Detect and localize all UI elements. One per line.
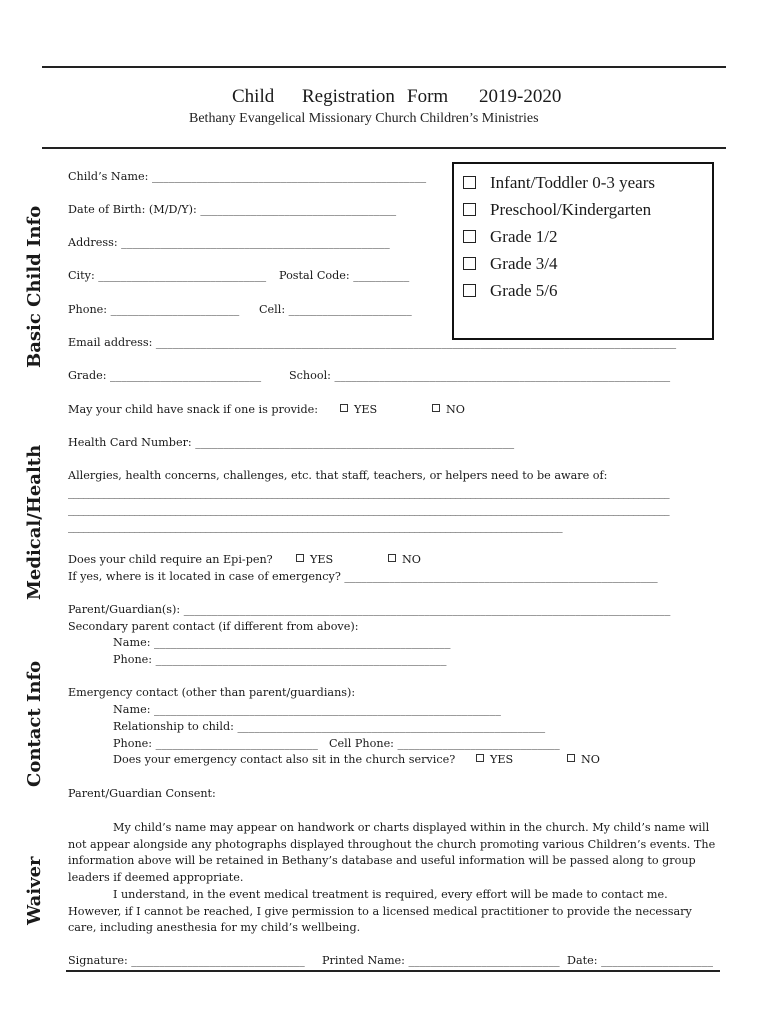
snack-question: May your child have snack if one is provide: xyxy=(68,403,319,416)
date-of-birth-field[interactable]: Date of Birth: (M/D/Y): ___________________________________ xyxy=(68,203,397,216)
checkbox-icon[interactable] xyxy=(340,404,348,412)
cell-field[interactable]: Cell: ______________________ xyxy=(259,303,412,316)
checkbox-icon[interactable] xyxy=(476,754,484,762)
section-label-waiver: Waiver xyxy=(24,856,45,925)
emergency-contact-label: Emergency contact (other than parent/guardians): xyxy=(68,686,356,699)
childs-name-field[interactable]: Child’s Name: _________________________________________________ xyxy=(68,170,427,183)
allergies-line-3[interactable]: _________________________________________________________________________________________________ xyxy=(68,520,563,533)
city-field[interactable]: City: ______________________________ xyxy=(68,269,267,282)
epipen-location-field[interactable]: If yes, where is it located in case of emergency? ________________________________________________________ xyxy=(68,570,658,583)
section-label-basic: Basic Child Info xyxy=(24,205,45,368)
emergency-relationship-field[interactable]: Relationship to child: _______________________________________________________ xyxy=(113,720,546,733)
form-subtitle: Bethany Evangelical Missionary Church Children’s Ministries xyxy=(189,111,539,126)
waiver-paragraph-1: My child’s name may appear on handwork or charts displayed within in the church. My child’s name will not appear alongside any photographs displayed throughout the church promoting various Children’s events. The information above will be retained in Bethany’s database and useful information will be passed along to group leaders if deemed appropriate. xyxy=(68,821,716,885)
group-option-grade-1-2[interactable]: Grade 1/2 xyxy=(463,227,558,247)
emergency-sit-question: Does your emergency contact also sit in the church service? xyxy=(113,753,456,766)
phone-field[interactable]: Phone: _______________________ xyxy=(68,303,240,316)
checkbox-icon[interactable] xyxy=(463,230,476,243)
address-field[interactable]: Address: ________________________________________________ xyxy=(68,236,390,249)
allergies-line-1[interactable]: ______________________________________________________________________________________________________________________ xyxy=(68,486,670,499)
epipen-question: Does your child require an Epi-pen? xyxy=(68,553,273,566)
checkbox-icon[interactable] xyxy=(567,754,575,762)
form-title-registration: Registration xyxy=(302,86,395,107)
health-card-field[interactable]: Health Card Number: _________________________________________________________ xyxy=(68,436,515,449)
epipen-no-option[interactable]: NO xyxy=(388,553,421,566)
consent-heading: Parent/Guardian Consent: xyxy=(68,787,216,800)
emergency-cell-field[interactable]: Cell Phone: _____________________________ xyxy=(329,737,560,750)
checkbox-icon[interactable] xyxy=(463,284,476,297)
group-option-grade-5-6[interactable]: Grade 5/6 xyxy=(463,281,558,301)
emergency-phone-field[interactable]: Phone: _____________________________ xyxy=(113,737,318,750)
signature-field[interactable]: Signature: _______________________________ xyxy=(68,954,305,967)
group-option-preschool[interactable]: Preschool/Kindergarten xyxy=(463,200,651,220)
allergies-label: Allergies, health concerns, challenges, etc. that staff, teachers, or helpers need to be aware of: xyxy=(68,469,608,482)
section-label-contact: Contact Info xyxy=(24,660,45,787)
epipen-yes-option[interactable]: YES xyxy=(296,553,333,566)
allergies-line-2[interactable]: ______________________________________________________________________________________________________________________ xyxy=(68,503,670,516)
checkbox-icon[interactable] xyxy=(432,404,440,412)
postal-code-field[interactable]: Postal Code: __________ xyxy=(279,269,410,282)
secondary-name-field[interactable]: Name: _____________________________________________________ xyxy=(113,636,451,649)
waiver-paragraph-2: I understand, in the event medical treatment is required, every effort will be made to contact me. However, if I cannot be reached, I give permission to a licensed medical practitioner to provide the necessary care, including anesthesia for my child’s wellbeing. xyxy=(68,888,692,935)
date-field[interactable]: Date: ____________________ xyxy=(567,954,713,967)
header-rule xyxy=(42,147,726,149)
bottom-rule xyxy=(66,970,720,972)
school-field[interactable]: School: ____________________________________________________________ xyxy=(289,369,671,382)
section-label-medical: Medical/Health xyxy=(24,444,45,600)
checkbox-icon[interactable] xyxy=(463,203,476,216)
checkbox-icon[interactable] xyxy=(296,554,304,562)
group-option-infant[interactable]: Infant/Toddler 0-3 years xyxy=(463,173,655,193)
checkbox-icon[interactable] xyxy=(463,257,476,270)
grade-field[interactable]: Grade: ___________________________ xyxy=(68,369,262,382)
secondary-phone-field[interactable]: Phone: ____________________________________________________ xyxy=(113,653,447,666)
emergency-sit-no-option[interactable]: NO xyxy=(567,753,600,766)
emergency-name-field[interactable]: Name: ______________________________________________________________ xyxy=(113,703,501,716)
secondary-contact-label: Secondary parent contact (if different from above): xyxy=(68,620,359,633)
checkbox-icon[interactable] xyxy=(388,554,396,562)
snack-no-option[interactable]: NO xyxy=(432,403,465,416)
form-title-year: 2019-2020 xyxy=(479,86,562,107)
printed-name-field[interactable]: Printed Name: ___________________________ xyxy=(322,954,560,967)
snack-yes-option[interactable]: YES xyxy=(340,403,377,416)
form-title-child: Child xyxy=(232,86,275,107)
checkbox-icon[interactable] xyxy=(463,176,476,189)
email-field[interactable]: Email address: _____________________________________________________________________________________________ xyxy=(68,336,677,349)
top-rule xyxy=(42,66,726,68)
emergency-sit-yes-option[interactable]: YES xyxy=(476,753,513,766)
group-option-grade-3-4[interactable]: Grade 3/4 xyxy=(463,254,558,274)
parent-guardian-field[interactable]: Parent/Guardian(s): _______________________________________________________________________________________ xyxy=(68,603,671,616)
form-title-form: Form xyxy=(407,86,449,107)
